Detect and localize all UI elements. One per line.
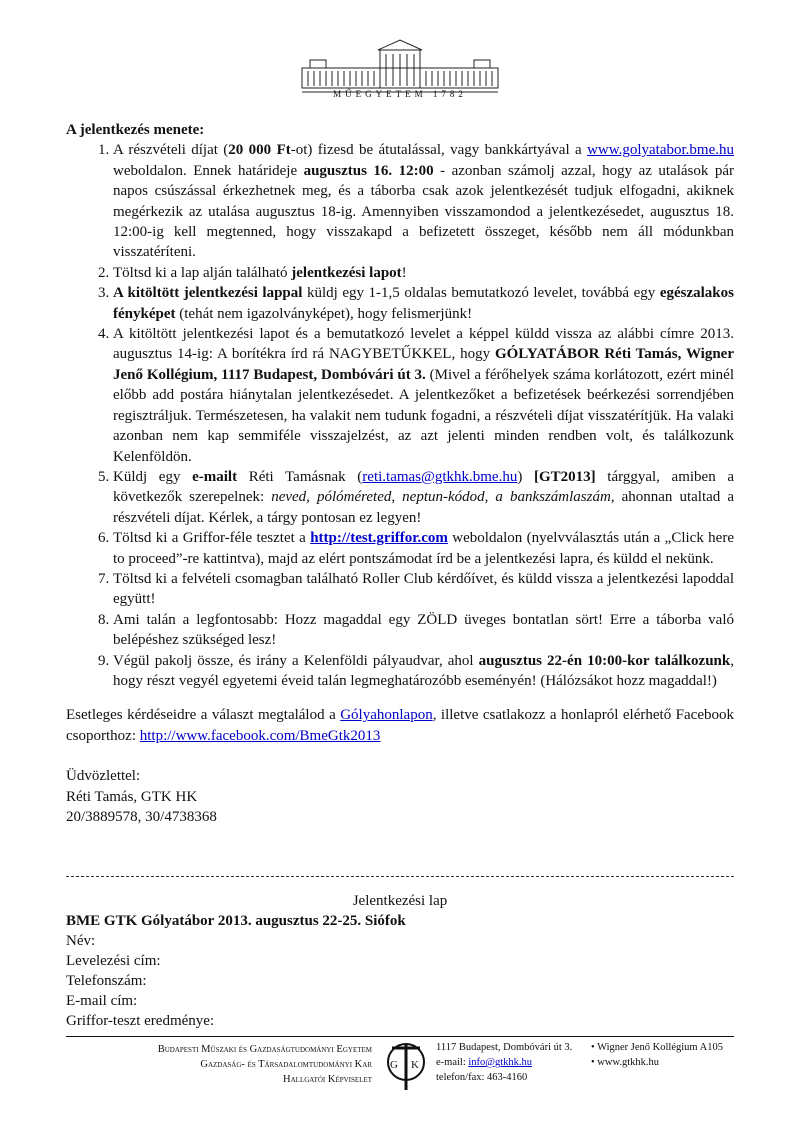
step-9: 9. Végül pakolj össze, és irány a Kelenföldi pályaudvar, ahol augusztus 22-én 10:00-kor találkozunk, hogy részt vegyél egyetemi éveid talán legmeghatározóbb eseményén! (Hálózsákot hozz magaddal!)	[113, 651, 734, 692]
step-5: 5. Küldj egy e-mailt Réti Tamásnak (reti.tamas@gtkhk.bme.hu) [GT2013] tárggyal, amiben a következők szerepelnek: neved, pólóméreted, neptun-kódod, a bankszámlaszám, ahonnan utaltad a részvételi díjat. Kérlek, a tárgy pontosan ez legyen!	[113, 467, 734, 528]
form-field-address: Levelezési cím:	[66, 953, 161, 969]
step-8: 8. Ami talán a legfontosabb: Hozz magaddal egy ZÖLD üveges bontatlan sört! Erre a táborba való belépéshez szükséged lesz!	[113, 610, 734, 651]
svg-text:G: G	[390, 1059, 398, 1071]
form-field-email: E-mail cím:	[66, 993, 138, 1009]
gtk-monogram-logo	[382, 1040, 430, 1092]
footer-contact: 1117 Budapest, Dombóvári út 3. e-mail: info@gtkhk.hu telefon/fax: 463-4160	[436, 1042, 573, 1083]
closing-paragraph: Esetleges kérdéseidre a választ megtalálod a Gólyahonlapon, illetve csatlakozz a honlapról elérhető Facebook csoporthoz: http://www.facebook.com/BmeGtk2013	[66, 707, 734, 744]
golyahonlap-link[interactable]: Gólyahonlapon	[340, 707, 433, 724]
application-form	[66, 891, 734, 1031]
section-title: A jelentkezés menete:	[66, 122, 205, 138]
signer-name: Réti Tamás, GTK HK	[66, 788, 198, 805]
step-1: 1. A részvételi díjat (20 000 Ft-ot) fizesd be átutalással, vagy bankkártyával a www.golyatabor.bme.hu weboldalon. Ennek határideje augusztus 16. 12:00 - azonban számolj azzal, hogy az utalások pár napos csúszással érkezhetnek meg, és a táborba csak azok jelentkezését tudjuk elfogadni, akiknek megérkezik az utalása augusztus 18-ig. Amennyiben visszamondod a jelentkezésedet, augusztus 18. 12:00-ig kell megtenned, hogy visszakapd a befizetett összeget, később nem áll módunkban visszatéríteni.	[113, 140, 734, 262]
email-link[interactable]: reti.tamas@gtkhk.bme.hu	[362, 468, 518, 485]
step-4: 4. A kitöltött jelentkezési lapot és a bemutatkozó levelet a képpel küldd vissza az alábbi címre 2013. augusztus 14-ig: A borítékra írd rá NAGYBETŰKKEL, hogy GÓLYATÁBOR Réti Tamás, Wigner Jenő Kollégium, 1117 Budapest, Dombóvári út 3. (Mivel a férőhelyek száma korlátozott, ezért minél előbb add postára hiánytalan jelentkezésedet. A jelentkezőket a befizetések beérkezési sorrendjében regisztráljuk. Természetesen, ha valakit nem tudunk fogadni, a részvételi díjat visszatérítjük. Ha valaki azonban nem kap semmiféle visszajelzést, az azt jelenti minden rendben volt, és találkozunk Kelenföldön.	[113, 324, 734, 467]
cut-line-divider	[66, 876, 734, 877]
steps-list	[66, 140, 734, 691]
step-2: 2. Töltsd ki a lap alján található jelentkezési lapot!	[113, 263, 734, 283]
main-content	[66, 120, 734, 827]
form-field-griffor: Griffor-teszt eredménye:	[66, 1013, 215, 1029]
letterhead-footer	[66, 1036, 734, 1096]
facebook-link[interactable]: http://www.facebook.com/BmeGtk2013	[139, 727, 381, 744]
signature	[66, 766, 734, 827]
golyatabor-link[interactable]: www.golyatabor.bme.hu	[587, 142, 734, 159]
griffor-test-link[interactable]: http://test.griffor.com	[310, 530, 448, 547]
step-7: 7. Töltsd ki a felvételi csomagban található Roller Club kérdőívet, és küldd vissza a jelentkezési lapoddal együtt!	[113, 569, 734, 610]
logo-caption: MŰEGYETEM 1782	[333, 89, 467, 99]
footer-institution: Budapesti Műszaki és Gazdaságtudományi Egyetem Gazdaság- és Társadalomtudományi Kar Hallgatói Képviselet	[157, 1044, 372, 1085]
greeting: Üdvözlettel:	[66, 768, 141, 785]
form-field-name: Név:	[66, 933, 96, 949]
footer-email-link[interactable]: info@gtkhk.hu	[468, 1057, 533, 1068]
form-title: Jelentkezési lap	[352, 893, 448, 909]
step-6: 6. Töltsd ki a Griffor-féle tesztet a http://test.griffor.com weboldalon (nyelvválasztás után a „Click here to proceed”-re kattintva), majd az elért pontszámodat írd be a jelentkezési lapra, és küldd el nekünk.	[113, 528, 734, 569]
phone-numbers: 20/3889578, 30/4738368	[66, 809, 217, 825]
step-3: 3. A kitöltött jelentkezési lappal küldj egy 1-1,5 oldalas bemutatkozó levelet, továbbá egy egészalakos fényképet (tehát nem igazolványképet), hogy felismerjünk!	[113, 283, 734, 324]
svg-text:K: K	[411, 1059, 419, 1071]
footer-locations: • Wigner Jenő Kollégium A105 • www.gtkhk.hu	[591, 1042, 723, 1068]
form-field-phone: Telefonszám:	[66, 973, 147, 989]
form-event: BME GTK Gólyatábor 2013. augusztus 22-25. Siófok	[66, 913, 406, 929]
footer-rule	[66, 1036, 734, 1037]
